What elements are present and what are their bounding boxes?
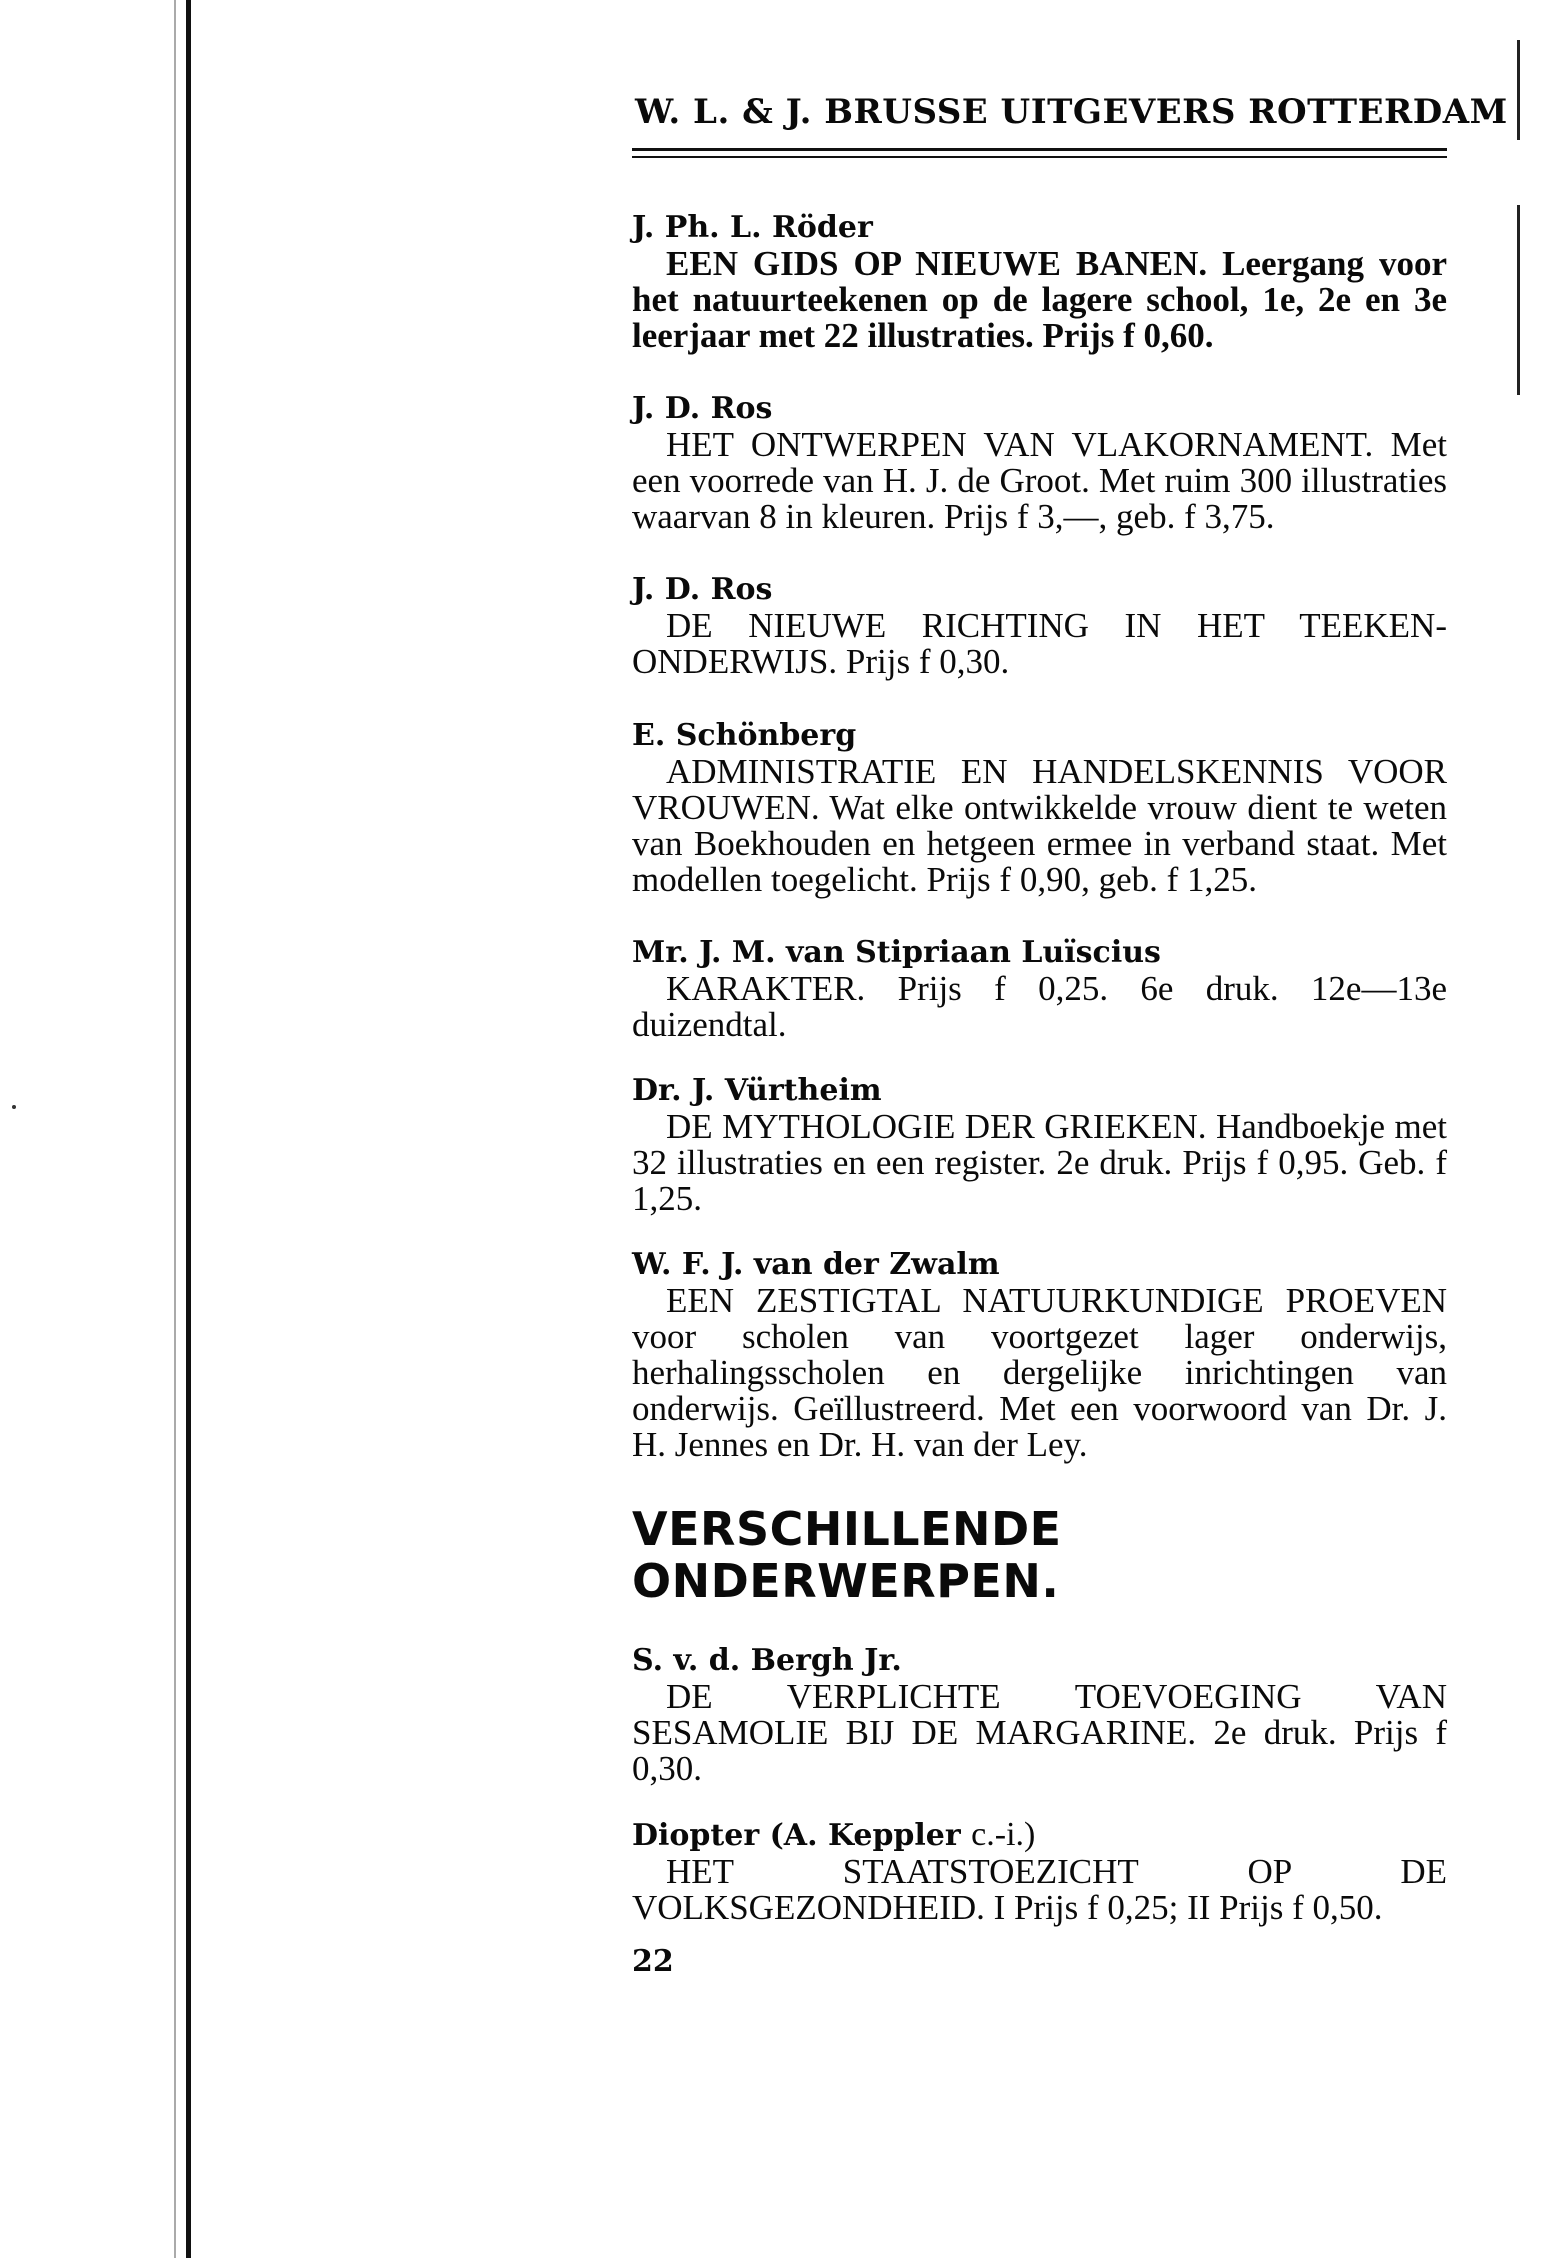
scan-edge-right-top [1517, 40, 1520, 140]
entry-description: HET ONTWERPEN VAN VLAKORNAMENT. Met een voorrede van H. J. de Groot. Met ruim 300 illustraties waarvan 8 in kleuren. Prijs f 3,—, geb. f 3,75. [632, 425, 1447, 536]
header-rule-second [632, 156, 1447, 158]
scan-edge-left [186, 0, 191, 2258]
catalog-entry [632, 391, 1447, 535]
entry-author: S. v. d. Bergh Jr. [632, 1643, 902, 1678]
entry-description: DE NIEUWE RICHTING IN HET TEEKEN-ONDERWIJS. Prijs f 0,30. [632, 606, 1447, 681]
entry-author: J. D. Ros [632, 391, 773, 426]
publisher-header: W. L. & J. BRUSSE UITGEVERS ROTTERDAM [635, 92, 1508, 132]
entry-author: J. D. Ros [632, 572, 773, 607]
entry-author: Mr. J. M. van Stipriaan Luïscius [632, 935, 1161, 970]
catalog-page [632, 90, 1508, 1980]
catalog-entry [632, 1247, 1447, 1463]
catalog-entry [632, 718, 1447, 898]
catalog-entry [632, 1817, 1447, 1926]
section-heading: VERSCHILLENDE ONDERWERPEN. [632, 1502, 1062, 1608]
catalog-entry [632, 210, 1447, 354]
entry-author: W. F. J. van der Zwalm [632, 1247, 1000, 1282]
entry-description: EEN ZESTIGTAL NATUURKUNDIGE PROEVEN voor scholen van voortgezet lager onderwijs, herhalingsscholen en dergelijke inrichtingen van onderwijs. Geïllustreerd. Met een voorwoord van Dr. J. H. Jennes en Dr. H. van der Ley. [632, 1281, 1447, 1464]
page-number: 22 [632, 1944, 674, 1979]
entry-description: DE VERPLICHTE TOEVOEGING VAN SESAMOLIE BIJ DE MARGARINE. 2e druk. Prijs f 0,30. [632, 1677, 1447, 1788]
entry-author-suffix: c.-i.) [971, 1816, 1036, 1853]
entry-description: ADMINISTRATIE EN HANDELSKENNIS VOOR VROUWEN. Wat elke ontwikkelde vrouw dient te weten van Boekhouden en hetgeen ermee in verband staat. Met modellen toegelicht. Prijs f 0,90, geb. f 1,25. [632, 752, 1447, 899]
scan-speck [12, 1105, 16, 1109]
entry-author: E. Schönberg [632, 718, 857, 753]
scan-edge-left-thin [174, 0, 176, 2258]
catalog-entry [632, 1643, 1447, 1787]
entry-author [632, 1817, 1447, 1854]
scan-edge-right-middle [1517, 205, 1520, 395]
catalog-entry [632, 935, 1447, 1043]
entry-author: Dr. J. Vürtheim [632, 1073, 882, 1108]
entry-description: HET STAATSTOEZICHT OP DE VOLKSGEZONDHEID. I Prijs f 0,25; II Prijs f 0,50. [632, 1852, 1447, 1927]
entry-author-name: Diopter (A. Keppler [632, 1818, 961, 1853]
header-rule [632, 148, 1447, 151]
entry-description: DE MYTHOLOGIE DER GRIEKEN. Handboekje met 32 illustraties en een register. 2e druk. Prijs f 0,95. Geb. f 1,25. [632, 1107, 1447, 1218]
catalog-entry [632, 572, 1447, 680]
entry-author: J. Ph. L. Röder [632, 210, 873, 245]
catalog-entry [632, 1073, 1447, 1217]
entry-description: KARAKTER. Prijs f 0,25. 6e druk. 12e—13e duizendtal. [632, 969, 1447, 1044]
entry-description: EEN GIDS OP NIEUWE BANEN. Leergang voor het natuurteekenen op de lagere school, 1e, 2e en 3e leerjaar met 22 illustraties. Prijs f 0,60. [632, 244, 1447, 355]
